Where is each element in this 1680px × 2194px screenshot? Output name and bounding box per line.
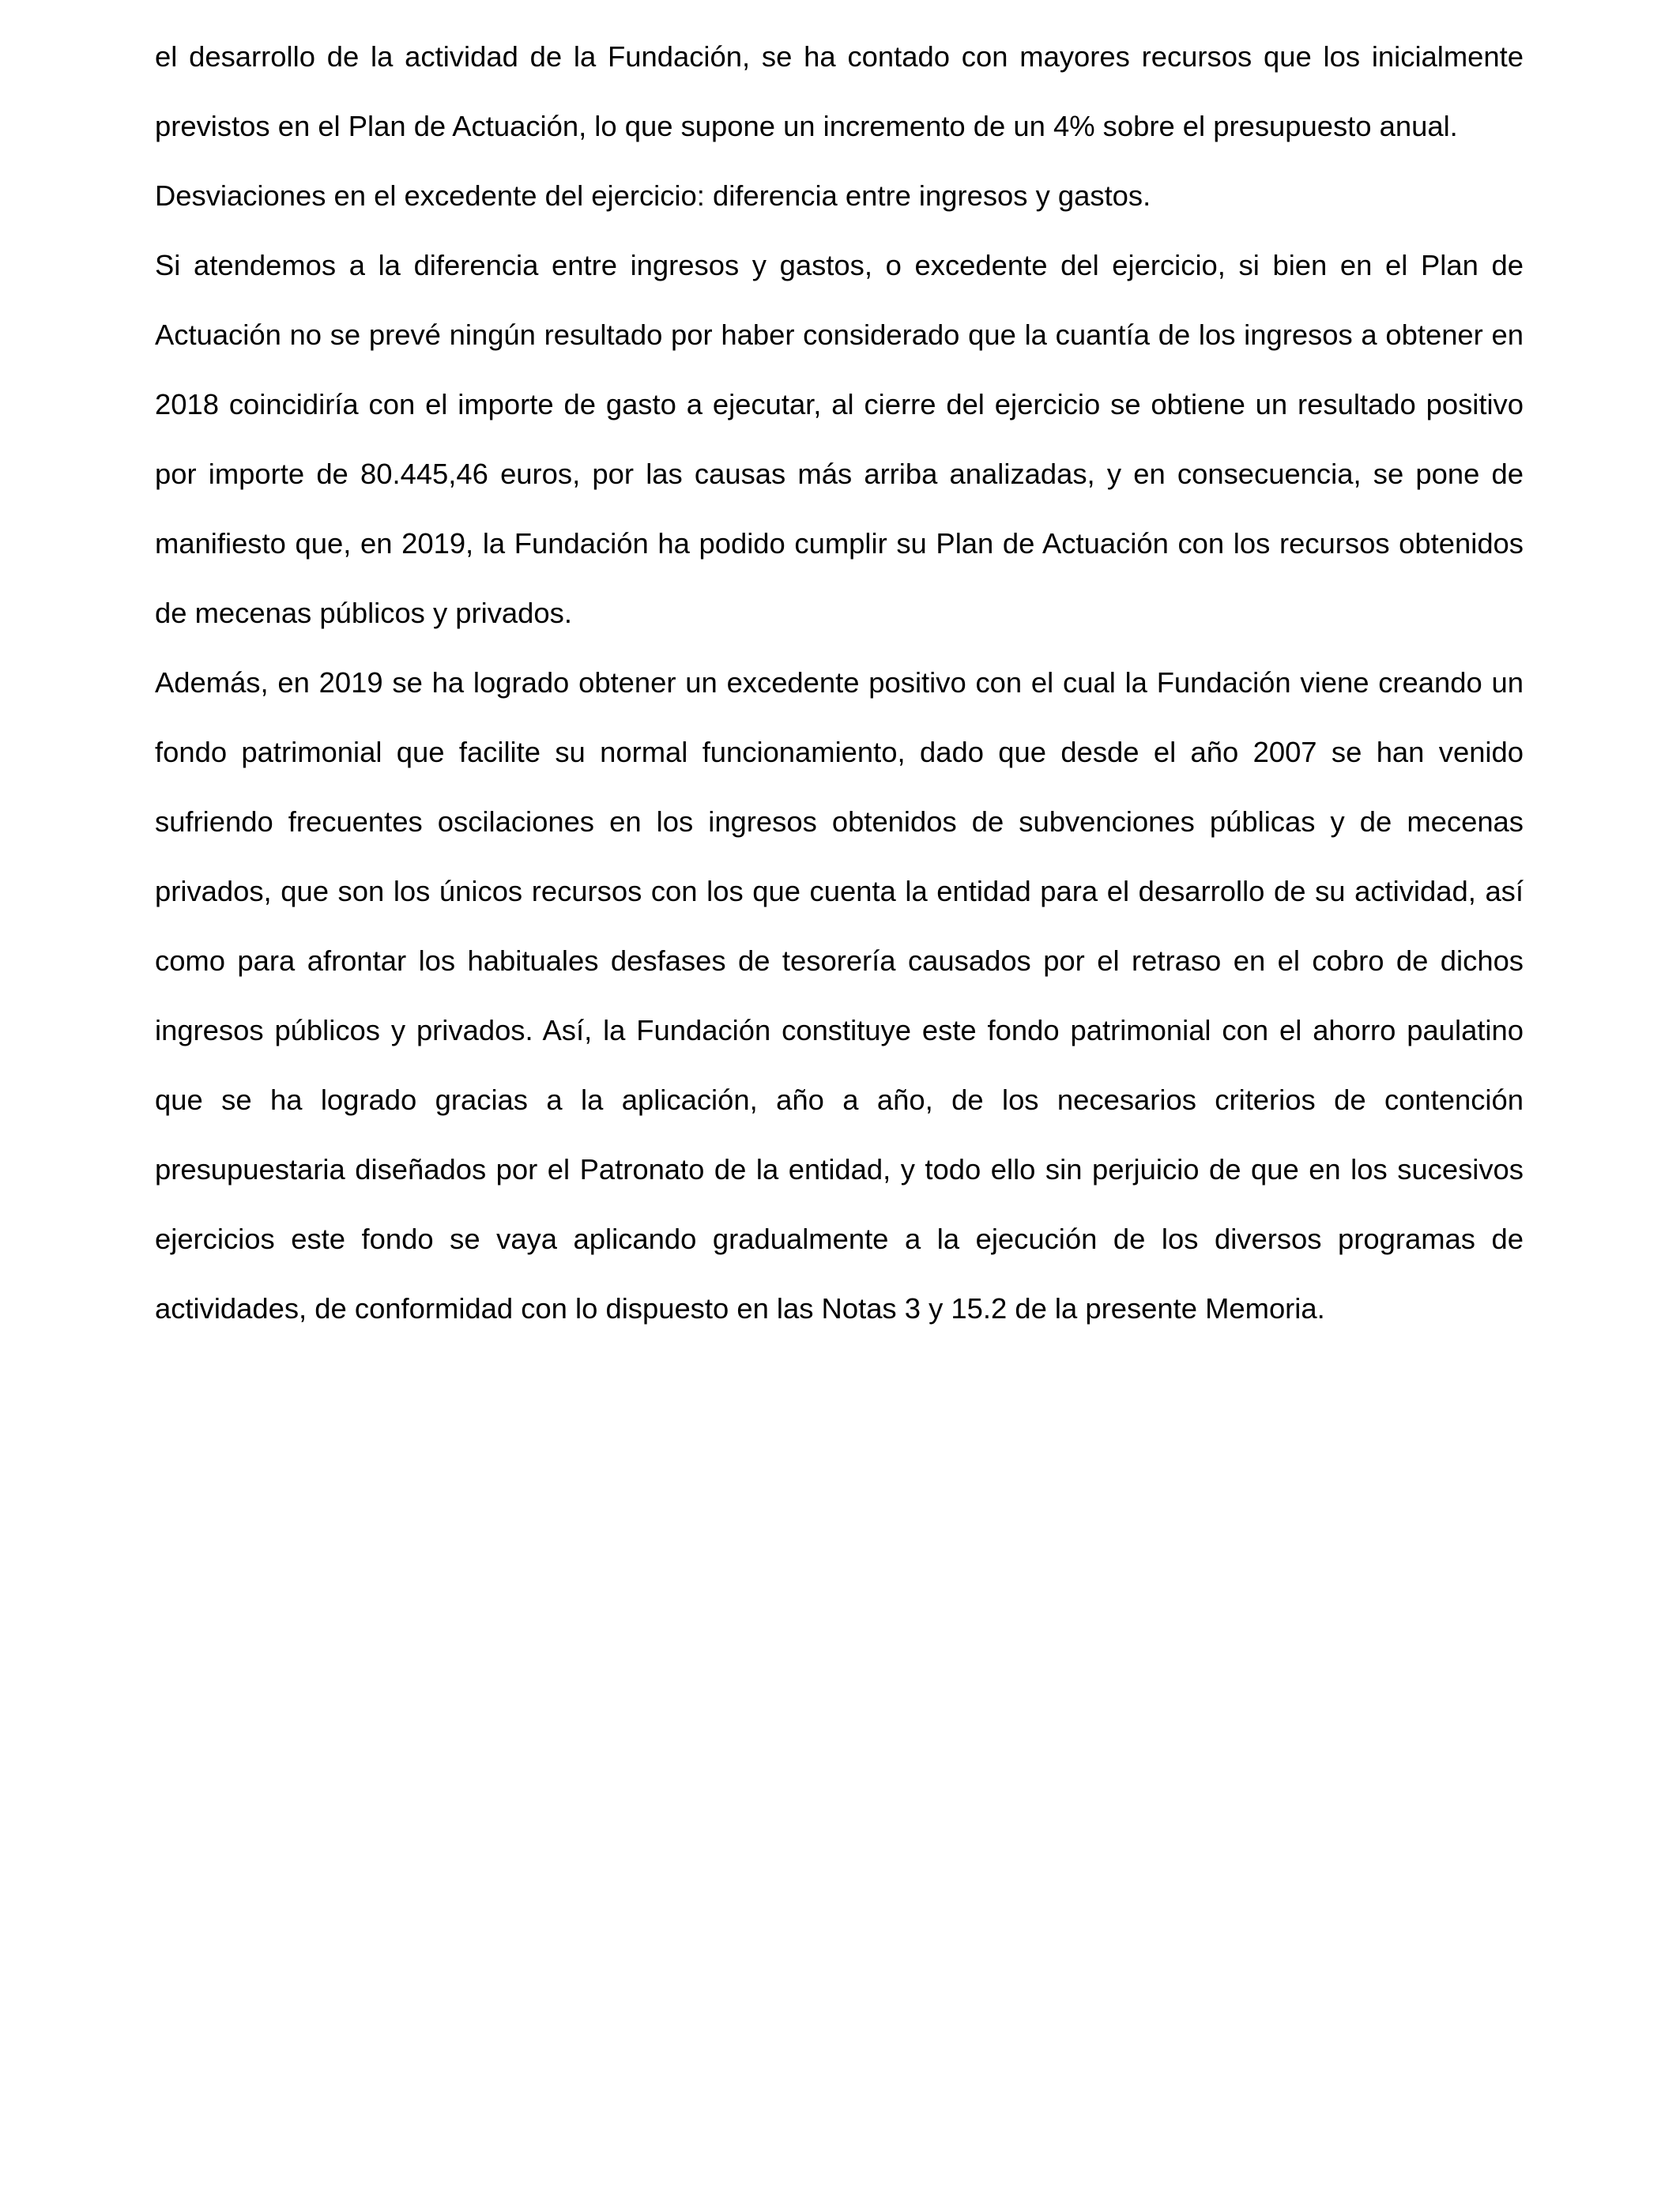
paragraph-budget-increase: el desarrollo de la actividad de la Fundación, se ha contado con mayores recursos que los inicialmente previstos en el Plan de Actuación, lo que supone un incremento de un 4% sobre el presupuesto anual. [155, 40, 1524, 142]
paragraph-surplus-result: Si atendemos a la diferencia entre ingresos y gastos, o excedente del ejercicio, si bien en el Plan de Actuación no se prevé ningún resultado por haber considerado que la cuantía de los ingresos a obtener en 2018 coincidiría con el importe de gasto a ejecutar, al cierre del ejercicio se obtiene un resultado positivo por importe de 80.445,46 euros, por las causas más arriba analizadas, y en consecuencia, se pone de manifiesto que, en 2019, la Fundación ha podido cumplir su Plan de Actuación con los recursos obtenidos de mecenas públicos y privados. [155, 249, 1524, 629]
section-heading-surplus-deviations: Desviaciones en el excedente del ejercicio: diferencia entre ingresos y gastos. [155, 179, 1151, 212]
paragraph-patrimonial-fund: Además, en 2019 se ha logrado obtener un excedente positivo con el cual la Fundación viene creando un fondo patrimonial que facilite su normal funcionamiento, dado que desde el año 2007 se han venido sufriendo frecuentes oscilaciones en los ingresos obtenidos de subvenciones públicas y de mecenas privados, que son los únicos recursos con los que cuenta la entidad para el desarrollo de su actividad, así como para afrontar los habituales desfases de tesorería causados por el retraso en el cobro de dichos ingresos públicos y privados. Así, la Fundación constituye este fondo patrimonial con el ahorro paulatino que se ha logrado gracias a la aplicación, año a año, de los necesarios criterios de contención presupuestaria diseñados por el Patronato de la entidad, y todo ello sin perjuicio de que en los sucesivos ejercicios este fondo se vaya aplicando gradualmente a la ejecución de los diversos programas de actividades, de conformidad con lo dispuesto en las Notas 3 y 15.2 de la presente Memoria. [155, 666, 1524, 1325]
document-body [155, 22, 1524, 1344]
